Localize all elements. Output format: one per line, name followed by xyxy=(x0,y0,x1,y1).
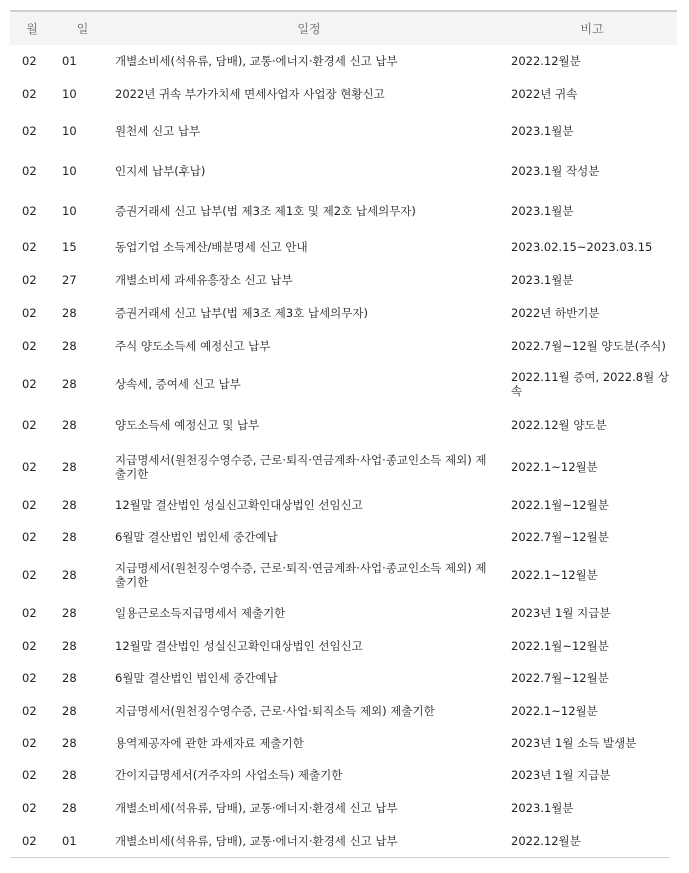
note-cell: 2022.1월~12월분 xyxy=(511,638,609,653)
table-row xyxy=(10,758,677,791)
month-cell: 02 xyxy=(22,671,37,685)
table-row xyxy=(10,629,677,662)
schedule-cell: 개별소비세 과세유흥장소 신고 납부 xyxy=(115,272,293,287)
schedule-cell: 개별소비세(석유류, 담배), 교통·에너지·환경세 신고 납부 xyxy=(115,53,398,68)
note-cell: 2022.11월 증여, 2022.8월 상속 xyxy=(511,369,669,398)
note-cell: 2022.1~12월분 xyxy=(511,568,598,582)
day-cell: 28 xyxy=(62,800,77,815)
month-cell: 02 xyxy=(22,735,37,750)
day-cell: 28 xyxy=(62,671,77,685)
day-cell: 28 xyxy=(62,568,77,582)
day-cell: 28 xyxy=(62,767,77,782)
day-cell: 28 xyxy=(62,460,77,474)
table-row xyxy=(10,111,677,150)
month-cell: 02 xyxy=(22,305,37,320)
schedule-cell: 증권거래세 신고 납부(법 제3조 제1호 및 제2호 납세의무자) xyxy=(115,204,416,218)
schedule-cell: 간이지급명세서(거주자의 사업소득) 제출기한 xyxy=(115,767,343,782)
schedule-cell: 인지세 납부(후납) xyxy=(115,163,206,178)
table-body xyxy=(10,45,677,857)
month-cell: 02 xyxy=(22,638,37,653)
note-cell: 2022.12월분 xyxy=(511,53,581,68)
schedule-cell: 일용근로소득지급명세서 제출기한 xyxy=(115,606,286,620)
day-cell: 10 xyxy=(62,86,77,101)
month-cell: 02 xyxy=(22,163,37,178)
header-day: 일 xyxy=(54,11,111,45)
note-cell: 2023년 1월 소득 발생분 xyxy=(511,735,637,750)
day-cell: 28 xyxy=(62,638,77,653)
schedule-cell: 개별소비세(석유류, 담배), 교통·에너지·환경세 신고 납부 xyxy=(115,833,398,848)
table-row xyxy=(10,231,677,263)
month-cell: 02 xyxy=(22,767,37,782)
note-cell: 2023.1월 작성분 xyxy=(511,163,600,178)
month-cell: 02 xyxy=(22,833,37,848)
month-cell: 02 xyxy=(22,240,37,254)
table-row xyxy=(10,694,677,727)
note-cell: 2022.12월 양도분 xyxy=(511,418,607,432)
month-cell: 02 xyxy=(22,530,37,544)
day-cell: 28 xyxy=(62,606,77,620)
day-cell: 28 xyxy=(62,498,77,512)
schedule-cell: 6월말 결산법인 법인세 중간예납 xyxy=(115,530,278,544)
schedule-cell: 12월말 결산법인 성실신고확인대상법인 선임신고 xyxy=(115,638,363,653)
table-row xyxy=(10,662,677,694)
table-row xyxy=(10,150,677,191)
schedule-cell: 지급명세서(원천징수영수증, 근로·퇴직·연금계좌·사업·종교인소득 제외) 제출기한 xyxy=(115,453,487,481)
day-cell: 28 xyxy=(62,305,77,320)
note-cell: 2022.7월~12월 양도분(주식) xyxy=(511,338,666,353)
schedule-cell: 지급명세서(원천징수영수증, 근로·사업·퇴직소득 제외) 제출기한 xyxy=(115,703,435,718)
month-cell: 02 xyxy=(22,703,37,718)
note-cell: 2023년 1월 지급분 xyxy=(511,606,611,620)
month-cell: 02 xyxy=(22,86,37,101)
table-row xyxy=(10,76,677,111)
note-cell: 2023.1월분 xyxy=(511,204,574,218)
month-cell: 02 xyxy=(22,498,37,512)
month-cell: 02 xyxy=(22,272,37,287)
day-cell: 10 xyxy=(62,123,77,138)
schedule-cell: 6월말 결산법인 법인세 중간예납 xyxy=(115,671,278,685)
note-cell: 2023.02.15~2023.03.15 xyxy=(511,240,653,254)
month-cell: 02 xyxy=(22,568,37,582)
table-row xyxy=(10,329,677,362)
table-row xyxy=(10,405,677,445)
schedule-cell: 증권거래세 신고 납부(법 제3조 제3호 납세의무자) xyxy=(115,305,368,320)
note-cell: 2023.1월분 xyxy=(511,800,574,815)
tax-schedule xyxy=(10,10,677,857)
day-cell: 01 xyxy=(62,53,77,68)
table-row xyxy=(10,553,677,597)
table-bottom-border xyxy=(10,857,670,858)
note-cell: 2022.7월~12월분 xyxy=(511,530,609,544)
month-cell: 02 xyxy=(22,418,37,432)
note-cell: 2022년 귀속 xyxy=(511,86,578,101)
header-note: 비고 xyxy=(507,11,677,45)
month-cell: 02 xyxy=(22,460,37,474)
note-cell: 2022.1~12월분 xyxy=(511,703,598,718)
schedule-cell: 지급명세서(원천징수영수증, 근로·퇴직·연금계좌·사업·종교인소득 제외) 제출기한 xyxy=(115,561,487,589)
table-row xyxy=(10,824,677,857)
day-cell: 28 xyxy=(62,530,77,544)
schedule-cell: 상속세, 증여세 신고 납부 xyxy=(115,376,241,391)
day-cell: 28 xyxy=(62,735,77,750)
day-cell: 10 xyxy=(62,204,77,218)
schedule-cell: 동업기업 소득계산/배분명세 신고 안내 xyxy=(115,240,308,254)
table-row xyxy=(10,791,677,824)
note-cell: 2023.1월분 xyxy=(511,123,574,138)
table-row xyxy=(10,445,677,489)
schedule-cell: 개별소비세(석유류, 담배), 교통·에너지·환경세 신고 납부 xyxy=(115,800,398,815)
schedule-cell: 원천세 신고 납부 xyxy=(115,123,201,138)
day-cell: 28 xyxy=(62,703,77,718)
month-cell: 02 xyxy=(22,606,37,620)
table-header-row xyxy=(10,11,677,45)
day-cell: 28 xyxy=(62,418,77,432)
table-row xyxy=(10,362,677,405)
note-cell: 2022.12월분 xyxy=(511,833,581,848)
schedule-cell: 주식 양도소득세 예정신고 납부 xyxy=(115,338,271,353)
table-row xyxy=(10,191,677,231)
header-month: 월 xyxy=(10,11,54,45)
schedule-cell: 2022년 귀속 부가가치세 면세사업자 사업장 현황신고 xyxy=(115,86,385,101)
note-cell: 2023.1월분 xyxy=(511,272,574,287)
day-cell: 10 xyxy=(62,163,77,178)
month-cell: 02 xyxy=(22,800,37,815)
table-row xyxy=(10,296,677,329)
day-cell: 28 xyxy=(62,376,77,391)
note-cell: 2023년 1월 지급분 xyxy=(511,767,611,782)
month-cell: 02 xyxy=(22,123,37,138)
schedule-table xyxy=(10,10,677,857)
table-row xyxy=(10,597,677,629)
table-row xyxy=(10,45,677,76)
month-cell: 02 xyxy=(22,338,37,353)
schedule-cell: 12월말 결산법인 성실신고확인대상법인 선임신고 xyxy=(115,498,363,512)
schedule-cell: 용역제공자에 관한 과세자료 제출기한 xyxy=(115,735,304,750)
day-cell: 28 xyxy=(62,338,77,353)
table-row xyxy=(10,521,677,553)
month-cell: 02 xyxy=(22,204,37,218)
month-cell: 02 xyxy=(22,53,37,68)
table-row xyxy=(10,263,677,296)
note-cell: 2022.1월~12월분 xyxy=(511,498,609,512)
table-row xyxy=(10,727,677,758)
day-cell: 15 xyxy=(62,240,77,254)
header-schedule: 일정 xyxy=(111,11,507,45)
table-row xyxy=(10,489,677,521)
schedule-cell: 양도소득세 예정신고 및 납부 xyxy=(115,418,260,432)
note-cell: 2022년 하반기분 xyxy=(511,305,600,320)
note-cell: 2022.7월~12월분 xyxy=(511,671,609,685)
month-cell: 02 xyxy=(22,376,37,391)
note-cell: 2022.1~12월분 xyxy=(511,460,598,474)
day-cell: 27 xyxy=(62,272,77,287)
day-cell: 01 xyxy=(62,833,77,848)
